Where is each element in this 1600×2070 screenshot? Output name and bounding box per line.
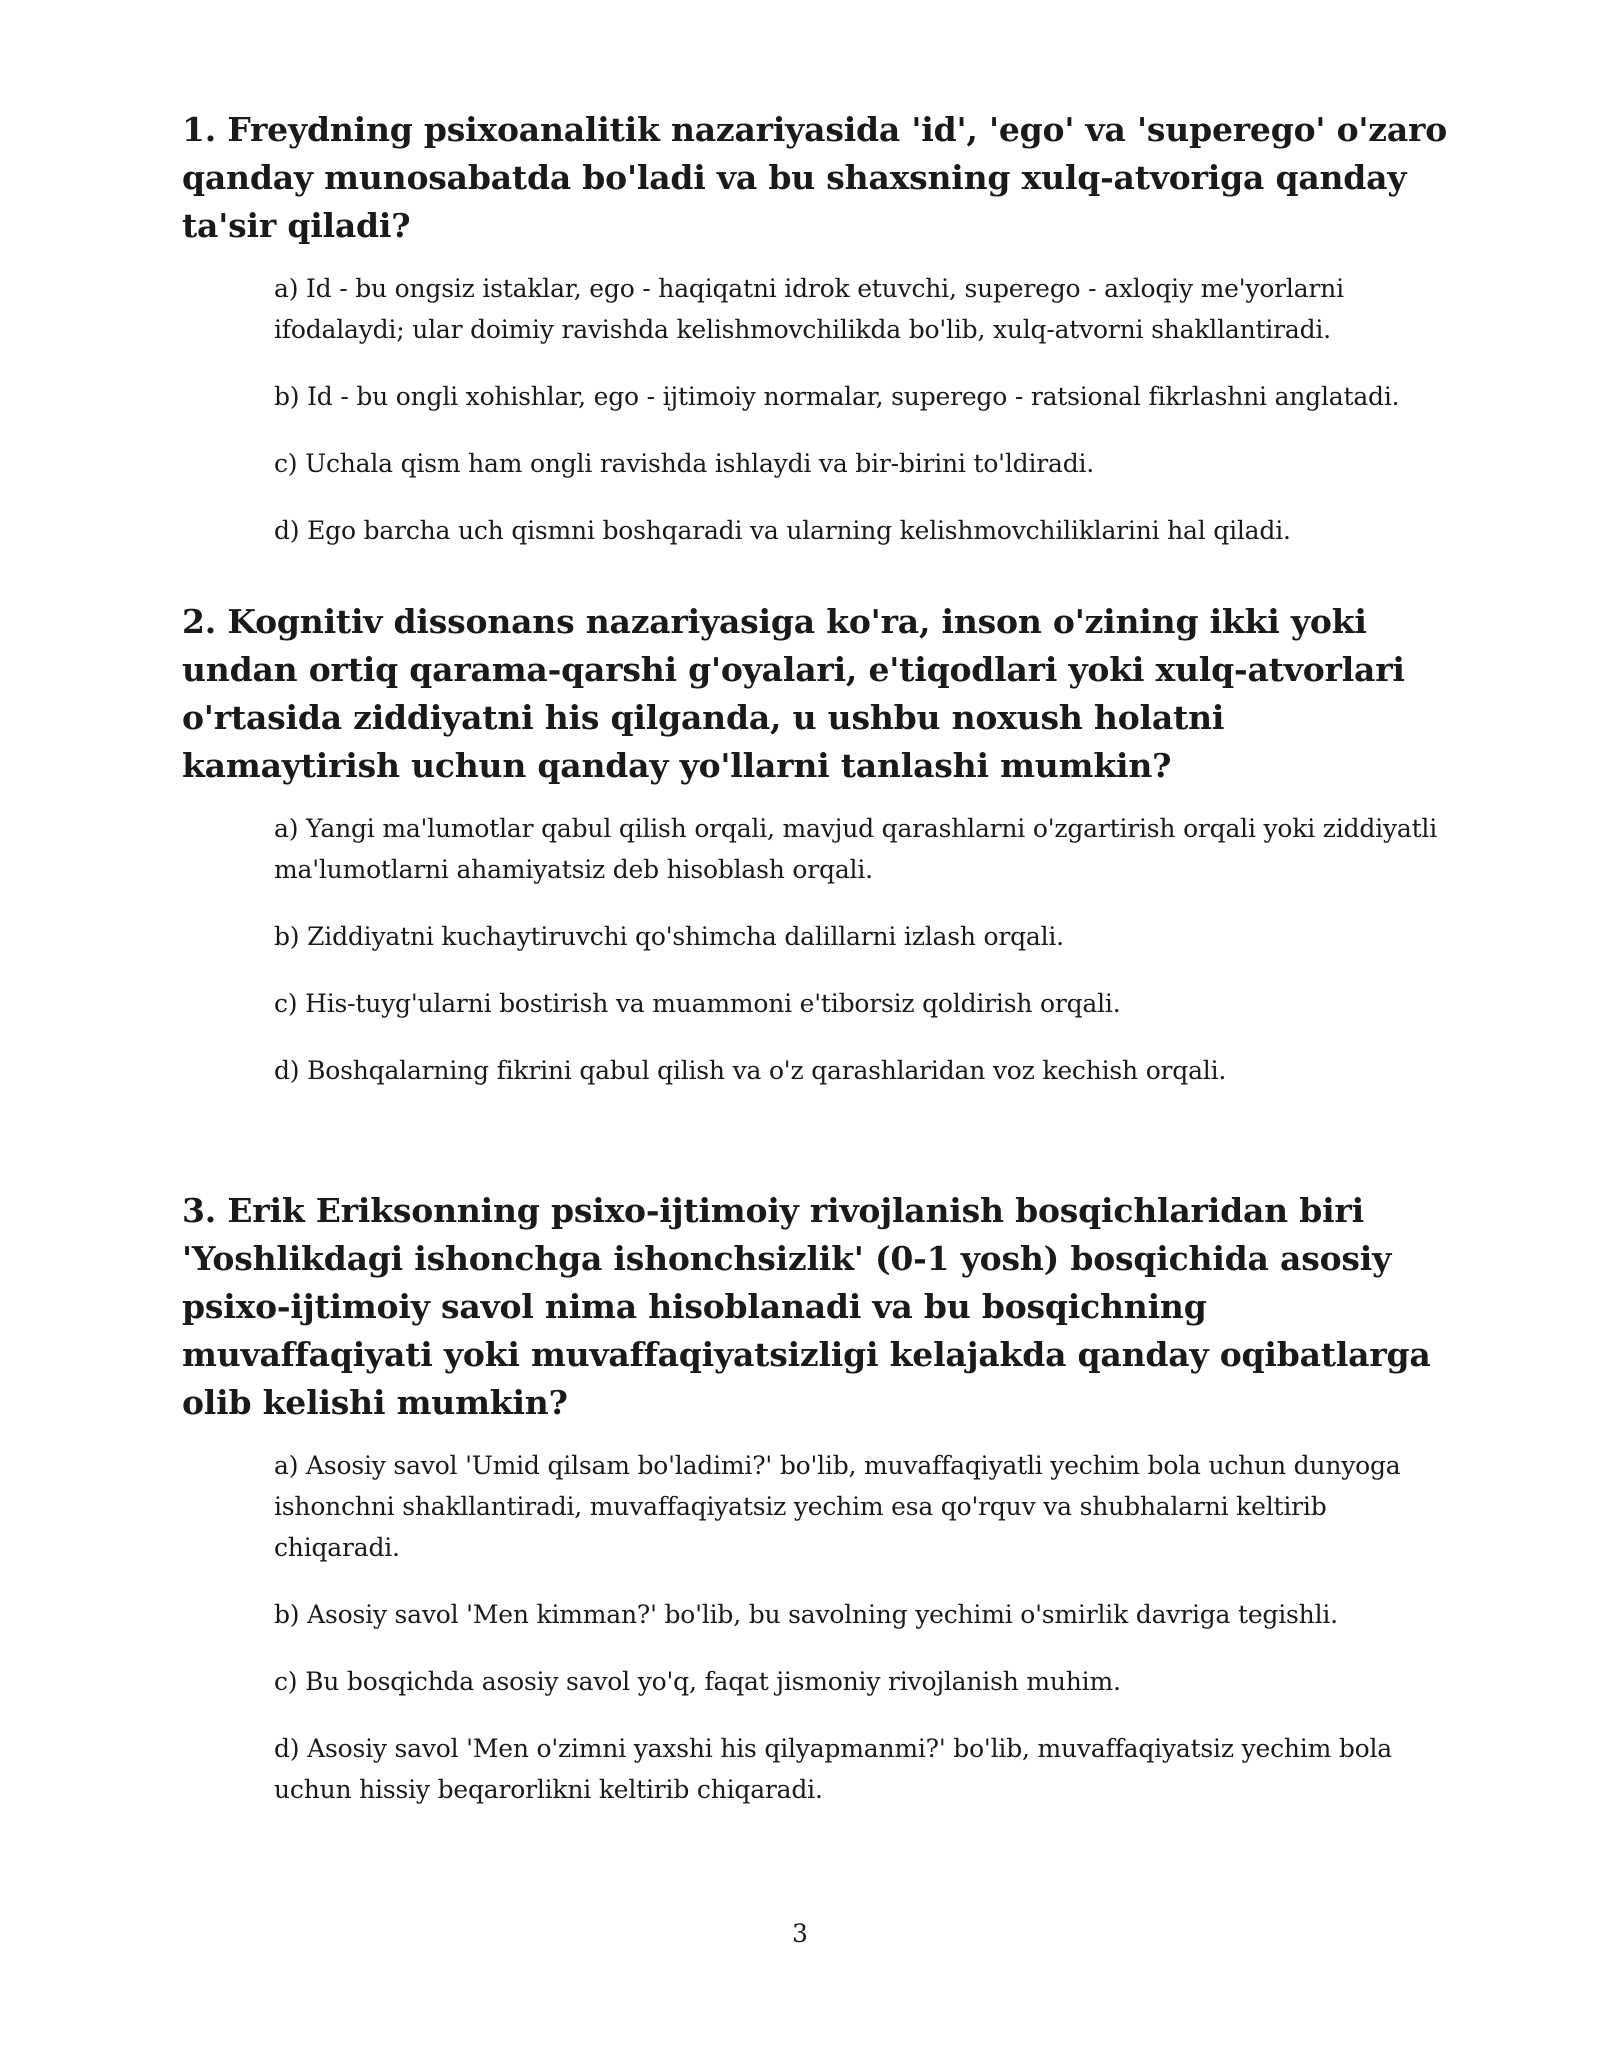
answer-option-c: c) Uchala qism ham ongli ravishda ishlaydi va bir-birini to'ldiradi. [274, 449, 1095, 478]
answer-option-d: d) Asosiy savol 'Men o'zimni yaxshi his qilyapmanmi?' bo'lib, muvaffaqiyatsiz yechim bola uchun hissiy beqarorlikni keltirib chiqaradi. [274, 1734, 1392, 1804]
question-2 [182, 598, 1452, 1117]
answer-options [274, 1445, 1452, 1810]
answer-option-b: b) Ziddiyatni kuchaytiruvchi qo'shimcha dalillarni izlash orqali. [274, 922, 1064, 951]
question-1 [182, 106, 1452, 577]
answer-option-a: a) Id - bu ongsiz istaklar, ego - haqiqatni idrok etuvchi, superego - axloqiy me'yorlarni ifodalaydi; ular doimiy ravishda kelishmovchilikda bo'lib, xulq-atvorni shakllantiradi. [274, 274, 1344, 344]
answer-option-c: c) Bu bosqichda asosiy savol yo'q, faqat jismoniy rivojlanish muhim. [274, 1667, 1121, 1696]
page-number: 3 [792, 1919, 808, 1948]
question-3 [182, 1187, 1452, 1836]
answer-option-d: d) Boshqalarning fikrini qabul qilish va o'z qarashlaridan voz kechish orqali. [274, 1056, 1227, 1085]
answer-options [274, 268, 1452, 551]
answer-option-c: c) His-tuyg'ularni bostirish va muammoni e'tiborsiz qoldirish orqali. [274, 989, 1121, 1018]
answer-option-a: a) Asosiy savol 'Umid qilsam bo'ladimi?' bo'lib, muvaffaqiyatli yechim bola uchun dunyoga ishonchni shakllantiradi, muvaffaqiyatsiz yechim esa qo'rquv va shubhalarni keltirib chiqaradi. [274, 1451, 1401, 1562]
question-title: 1. Freydning psixoanalitik nazariyasida 'id', 'ego' va 'superego' o'zaro qanday munosabatda bo'ladi va bu shaxsning xulq-atvoriga qanday ta'sir qiladi? [182, 110, 1448, 245]
question-title: 2. Kognitiv dissonans nazariyasiga ko'ra, inson o'zining ikki yoki undan ortiq qarama-qarshi g'oyalari, e'tiqodlari yoki xulq-atvorlari o'rtasida ziddiyatni his qilganda, u ushbu noxush holatni kamaytirish uchun qanday yo'llarni tanlashi mumkin? [182, 602, 1405, 785]
answer-options [274, 808, 1452, 1091]
answer-option-b: b) Id - bu ongli xohishlar, ego - ijtimoiy normalar, superego - ratsional fikrlashni anglatadi. [274, 382, 1400, 411]
answer-option-b: b) Asosiy savol 'Men kimman?' bo'lib, bu savolning yechimi o'smirlik davriga tegishli. [274, 1600, 1338, 1629]
answer-option-d: d) Ego barcha uch qismni boshqaradi va ularning kelishmovchiliklarini hal qiladi. [274, 516, 1291, 545]
question-title: 3. Erik Eriksonning psixo-ijtimoiy rivojlanish bosqichlaridan biri 'Yoshlikdagi ishonchga ishonchsizlik' (0-1 yosh) bosqichida asosiy psixo-ijtimoiy savol nima hisoblanadi va bu bosqichning muvaffaqiyati yoki muvaffaqiyatsizligi kelajakda qanday oqibatlarga olib kelishi mumkin? [182, 1191, 1431, 1422]
answer-option-a: a) Yangi ma'lumotlar qabul qilish orqali, mavjud qarashlarni o'zgartirish orqali yoki ziddiyatli ma'lumotlarni ahamiyatsiz deb hisoblash orqali. [274, 814, 1438, 884]
